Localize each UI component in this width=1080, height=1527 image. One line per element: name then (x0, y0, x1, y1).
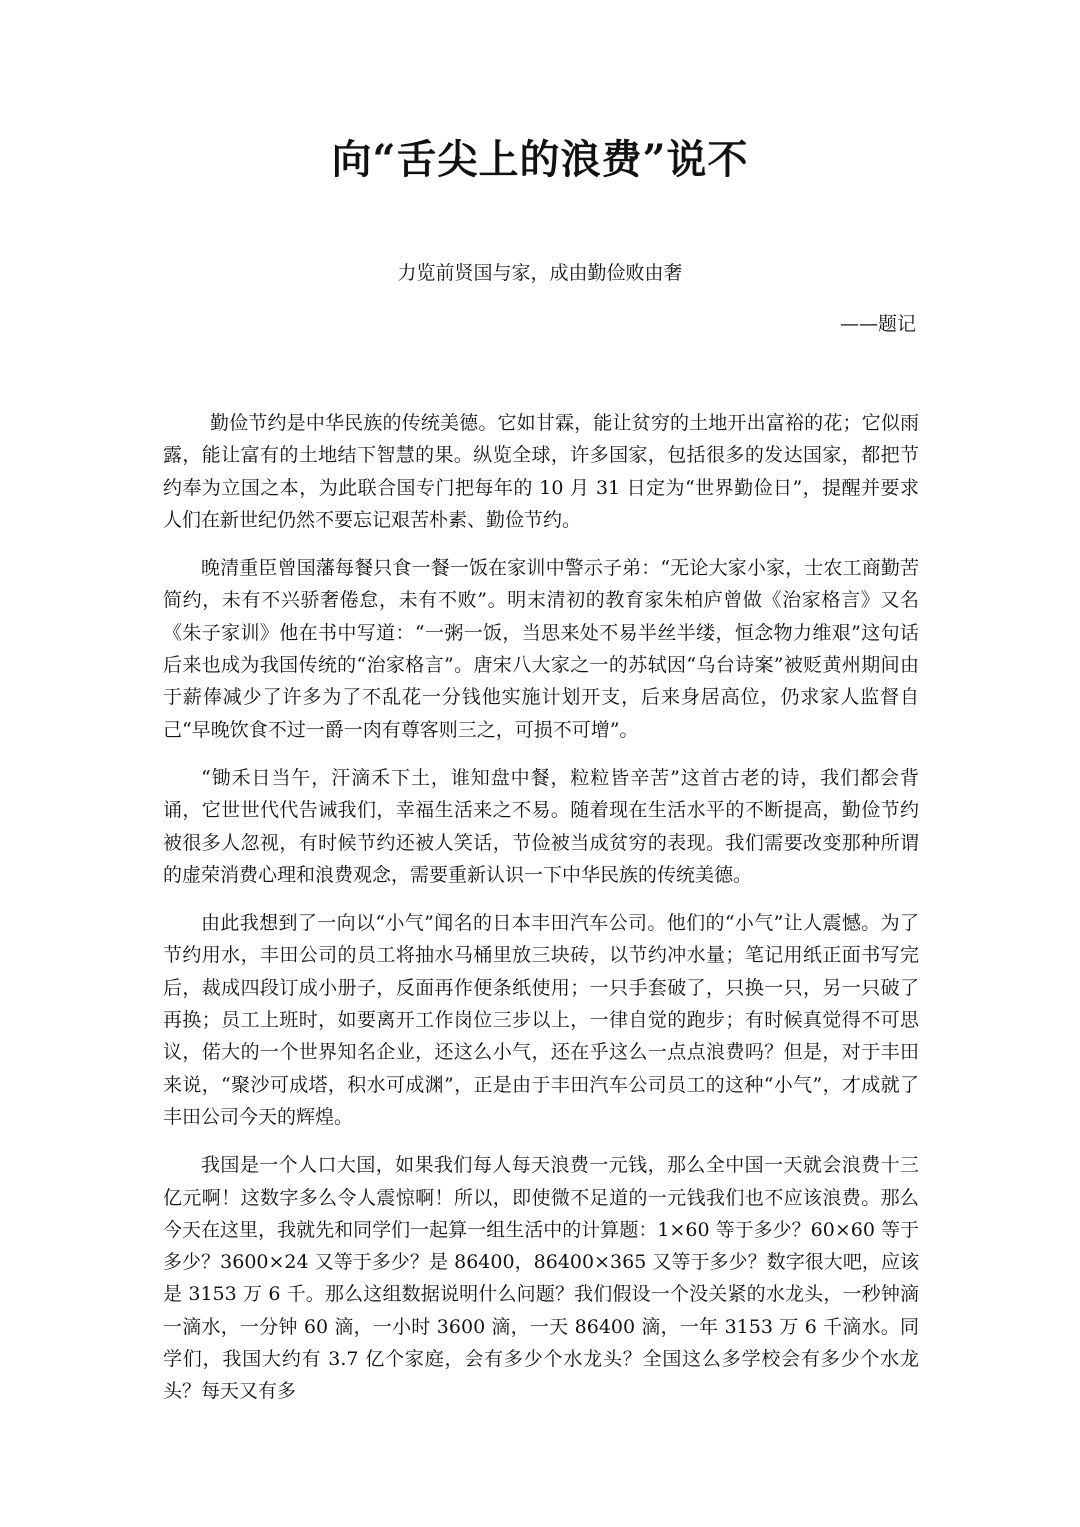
epigraph-attribution: ——题记 (839, 313, 916, 335)
paragraph: 勤俭节约是中华民族的传统美德。它如甘霖，能让贫穷的土地开出富裕的花；它似雨露，能让富有的土地结下智慧的果。纵览全球，许多国家，包括很多的发达国家，都把节约奉为立国之本，为此联合国专门把每年的 10 月 31 日定为“世界勤俭日”，提醒并要求人们在新世纪仍然不要忘记艰苦朴素、勤俭节约。 (163, 412, 919, 531)
document-title: 向“舌尖上的浪费”说不 (331, 136, 749, 183)
paragraph: 我国是一个人口大国，如果我们每人每天浪费一元钱，那么全中国一天就会浪费十三亿元啊！这数字多么令人震惊啊！所以，即使微不足道的一元钱我们也不应该浪费。那么今天在这里，我就先和同学们一起算一组生活中的计算题：1×60 等于多少？60×60 等于多少？3600×24 又等于多少？是 86400，86400×365 又等于多少？数字很大吧，应该是 3153 万 6 千。那么这组数据说明什么问题？我们假设一个没关紧的水龙头，一秒钟滴一滴水，一分钟 60 滴，一小时 3600 滴，一天 86400 滴，一年 3153 万 6 千滴水。同学们，我国大约有 3.7 亿个家庭，会有多少个水龙头？全国这么多学校会有多少个水龙头？每天又有多 (163, 1154, 919, 1403)
document-body (163, 407, 919, 1424)
paragraph: 由此我想到了一向以“小气”闻名的日本丰田汽车公司。他们的“小气”让人震憾。为了节约用水，丰田公司的员工将抽水马桶里放三块砖，以节约冲水量；笔记用纸正面书写完后，裁成四段订成小册子，反面再作便条纸使用；一只手套破了，只换一只，另一只破了再换；员工上班时，如要离开工作岗位三步以上，一律自觉的跑步；有时候真觉得不可思议，偌大的一个世界知名企业，还这么小气，还在乎这么一点点浪费吗？但是，对于丰田来说，“聚沙可成塔，积水可成渊”，正是由于丰田汽车公司员工的这种“小气”，才成就了丰田公司今天的辉煌。 (163, 912, 919, 1128)
paragraph: “锄禾日当午，汗滴禾下土，谁知盘中餐，粒粒皆辛苦”这首古老的诗，我们都会背诵，它世世代代告诫我们，幸福生活来之不易。随着现在生活水平的不断提高，勤俭节约被很多人忽视，有时候节约还被人笑话，节俭被当成贫穷的表现。我们需要改变那种所谓的虚荣消费心理和浪费观念，需要重新认识一下中华民族的传统美德。 (163, 766, 919, 886)
epigraph: 力览前贤国与家，成由勤俭败由奢 (397, 262, 683, 284)
paragraph: 晚清重臣曾国藩每餐只食一餐一饭在家训中警示子弟：“无论大家小家，士农工商勤苦简约，未有不兴骄奢倦怠，未有不败”。明末清初的教育家朱柏庐曾做《治家格言》又名《朱子家训》他在书中写道：“一粥一饭，当思来处不易半丝半缕，恒念物力维艰”这句话后来也成为我国传统的“治家格言”。唐宋八大家之一的苏轼因“乌台诗案”被贬黄州期间由于薪俸减少了许多为了不乱花一分钱他实施计划开支，后来身居高位，仍求家人监督自己“早晚饮食不过一爵一肉有尊客则三之，可损不可增”。 (163, 557, 919, 741)
